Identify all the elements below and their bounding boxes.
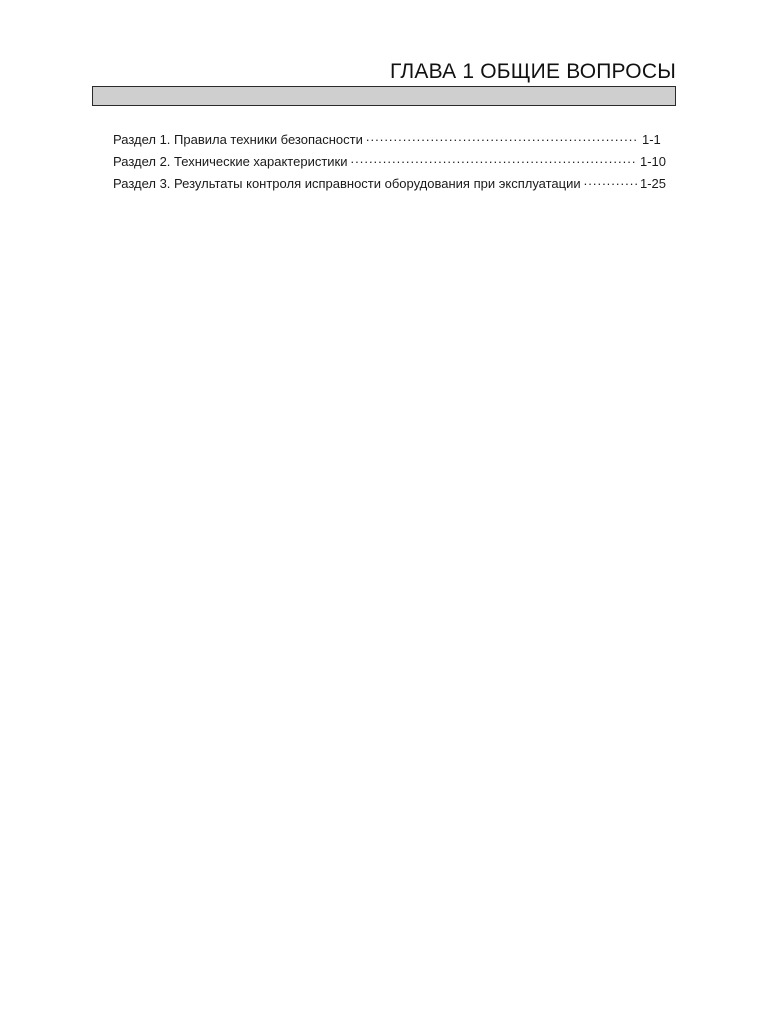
chapter-title: ГЛАВА 1 ОБЩИЕ ВОПРОСЫ: [390, 60, 676, 83]
toc-entry: [113, 174, 666, 196]
chapter-header-bar: [92, 86, 676, 106]
toc-dot-leader: [584, 174, 637, 188]
toc-dot-leader: [366, 130, 639, 144]
toc-entry-title: Раздел 3. Результаты контроля исправности оборудования при эксплуатации: [113, 176, 581, 191]
table-of-contents: [113, 130, 666, 196]
toc-dot-leader: [351, 152, 637, 166]
toc-entry: [113, 152, 666, 174]
toc-entry-page: 1-25: [639, 176, 666, 191]
toc-entry-title: Раздел 2. Технические характеристики: [113, 154, 348, 169]
toc-entry-page: 1-1: [642, 132, 661, 147]
toc-entry-title: Раздел 1. Правила техники безопасности: [113, 132, 363, 147]
toc-entry: [113, 130, 666, 152]
toc-entry-page: 1-10: [639, 154, 666, 169]
